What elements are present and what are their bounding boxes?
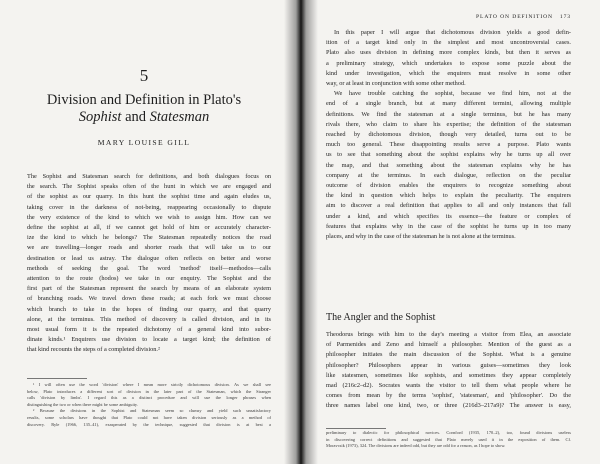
text-line: that kind recounts the steps of a completed division.² xyxy=(27,346,160,354)
text-line: The Sophist and Statesman search for definitions, and both dialogues focus on xyxy=(27,173,271,180)
footnote-rule xyxy=(27,378,87,379)
chapter-title xyxy=(18,92,270,126)
text-line: of the sophist as our quarry. In this hunt the sophist time and again eludes us, xyxy=(27,193,271,201)
footnote-line: distinguishing the two or when there might be some ambiguity. xyxy=(27,401,138,407)
text-line: the map, and that something about the statesman explains why he has xyxy=(326,161,571,169)
text-line: of branching roads. We travel down these roads; at each fork we must choose xyxy=(27,295,271,303)
text-line: mad (216c2–d2). Socrates wants the visitor to tell them what people where he xyxy=(326,382,571,390)
text-line: definitions. We find the statesman at a single terminus, but he has many xyxy=(326,110,571,118)
left-footnotes xyxy=(27,382,271,428)
footnote-line: preliminary to dialectic for philosophical novices. Cornford (1935, 170–2), too, found divisions useless xyxy=(326,430,571,435)
text-line: first part of the Statesman represent the search by means of an elaborate system xyxy=(27,285,271,293)
text-line: places, and why in the case of the statesman he is not alone at the terminus. xyxy=(326,233,516,241)
chapter-title-line2 xyxy=(18,109,270,126)
text-line: philosopher initiates the main discussion of the Sophist. What is a genuine xyxy=(326,351,571,359)
title-and: and xyxy=(121,109,150,125)
text-line: a preliminary strategy, which undertakes to expose some puzzle about the xyxy=(326,59,571,67)
text-line: destination or lead us astray. The dialogue often reflects on better and worse xyxy=(27,254,271,262)
text-line: the search. The Sophist speaks often of the hunt in which we are engaged and xyxy=(27,183,271,191)
chapter-number: 5 xyxy=(139,66,149,85)
text-line: the kind in question which helps to explain the peculiarity. The enquirers xyxy=(326,192,571,200)
footnote-line: calls 'division by limbs'. I regard this as a distinct procedure and will use the longer phrases when xyxy=(27,395,271,401)
title-sophist: Sophist xyxy=(78,109,122,125)
text-line: three names label one kind, two, or three (216d3–217a9)? The answer is easy, xyxy=(326,402,571,410)
text-line: attention to the route (hodos) we take in our enquiry. The Sophist and the xyxy=(27,275,271,283)
text-line: much too general. These disappointing results serve a purpose. Plato wants xyxy=(326,141,571,149)
footnote-line: discovery. Ryle (1966, 135–41), exasperated by the technique, suggested that division is at best a xyxy=(27,421,271,427)
footnote-line: ¹ I will often use the word 'division' where I mean more strictly dichotomous division. As we shall see xyxy=(33,382,271,387)
text-line: ition of a target kind only in the simplest and most uncontroversial cases. xyxy=(326,39,571,47)
footnote-line: results, some scholars have thought that Plato could not have taken division seriously as a method of xyxy=(27,414,271,420)
text-line: company at the terminus. In each dialogue, reflection on the peculiar xyxy=(326,171,571,179)
running-head xyxy=(326,14,571,20)
footnote-line: ² Because the divisions in the Sophist and Statesman seem so clumsy and yield such unsatisfactory xyxy=(33,408,271,414)
text-line: ize the kind to which he belongs? The Statesman repeatedly notices the road xyxy=(27,234,271,242)
text-line: We have trouble catching the sophist, because we find him, not at the xyxy=(334,90,571,98)
text-line: taking cover in the darkness of not-being, reappearing occasionally to dispute xyxy=(27,203,271,211)
text-line: of Parmenides and Zeno and himself a philosopher. Mention of the guest as a xyxy=(326,341,571,349)
right-body-text xyxy=(326,28,571,242)
footnote-line: below, Plato introduces a different sort of division in the later part of the Statesman, which the Stranger xyxy=(27,388,271,394)
author-name: MARY LOUISE GILL xyxy=(97,138,191,147)
left-body-text xyxy=(27,172,271,356)
text-line: end of a single branch, but at many different termini, allowing multiple xyxy=(326,100,571,108)
text-line: most usual form it is the repeated dichotomy of a general kind into subor- xyxy=(27,326,271,334)
text-line: us to see that something about the sophist explains why he turns up all over xyxy=(326,151,571,159)
text-line: alone, at the terminus. This method of discovery is called division, and in its xyxy=(27,315,271,323)
section-heading: The Angler and the Sophist xyxy=(326,312,436,323)
chapter-title-line1: Division and Definition in Plato's xyxy=(46,92,242,108)
text-line: philosopher? Philosophers appear in various guises—sometimes they look xyxy=(326,361,571,369)
text-line: the very existence of the kind to which we wish to assign him. How can we xyxy=(27,213,271,221)
text-line: Plato also uses division in defining more complex kinds, but then it serves as xyxy=(326,49,571,57)
text-line: Theodorus brings with him to the day's meeting a visitor from Elea, an associate xyxy=(326,331,571,338)
text-line: methods of seeking the goal. The word 'method' itself—methodos—calls xyxy=(27,264,271,272)
page-number: 173 xyxy=(559,14,571,20)
text-line: which branch to take in the hopes of finding our quarry, and that quarry xyxy=(27,305,271,313)
text-line: kind under investigation, which the enquirers must resolve in some other xyxy=(326,69,571,77)
text-line: define the sophist at all, if we cannot get hold of him or accurately character- xyxy=(27,224,271,232)
running-head-title: PLATO ON DEFINITION xyxy=(476,14,553,20)
section-body-text xyxy=(326,330,571,412)
text-line: aim to discover a real definition that applies to all and only instances that fall xyxy=(326,202,571,210)
title-statesman: Statesman xyxy=(149,109,210,125)
right-page xyxy=(300,0,600,464)
text-line: features that explains why in the case of the sophist he turns up in too many xyxy=(326,222,571,230)
text-line: comes from mean by the terms 'sophist', 'statesman', and 'philosopher'. Do the xyxy=(326,392,571,400)
footnote-line: in discovering correct definitions and suggested that Plato merely used it in the exposition of them. Cf. xyxy=(326,436,571,442)
text-line: rivals there, who claim to share his expertise; the definition of the statesman xyxy=(326,120,571,128)
text-line: like statesmen, sometimes like sophists, and sometimes they appear completely xyxy=(326,371,571,379)
text-line: dinate kinds.¹ Enquirers use division to locate a target kind; the definition of xyxy=(27,336,271,344)
text-line: way, or at least in conjunction with some other method. xyxy=(326,80,466,88)
book-gutter-shadow xyxy=(284,0,318,464)
text-line: under a kind, and which specifies its essence—the feature or complex of xyxy=(326,212,571,220)
text-line: outcome of division enables the enquirers to recognize something about xyxy=(326,182,571,190)
text-line: we are travelling—longer roads and shorter roads that will take us to our xyxy=(27,244,271,252)
footnote-line: Moravcsik (1973), 324. The divisions are indeed odd, but they are odd for a reason, as I hope to show. xyxy=(326,443,506,449)
text-line: reached by dichotomous division, though very detailed, turns out to be xyxy=(326,131,571,139)
footnote-rule xyxy=(326,428,386,429)
right-footnotes xyxy=(326,430,571,450)
text-line: In this paper I will argue that dichotomous division yields a good defin- xyxy=(334,29,571,36)
